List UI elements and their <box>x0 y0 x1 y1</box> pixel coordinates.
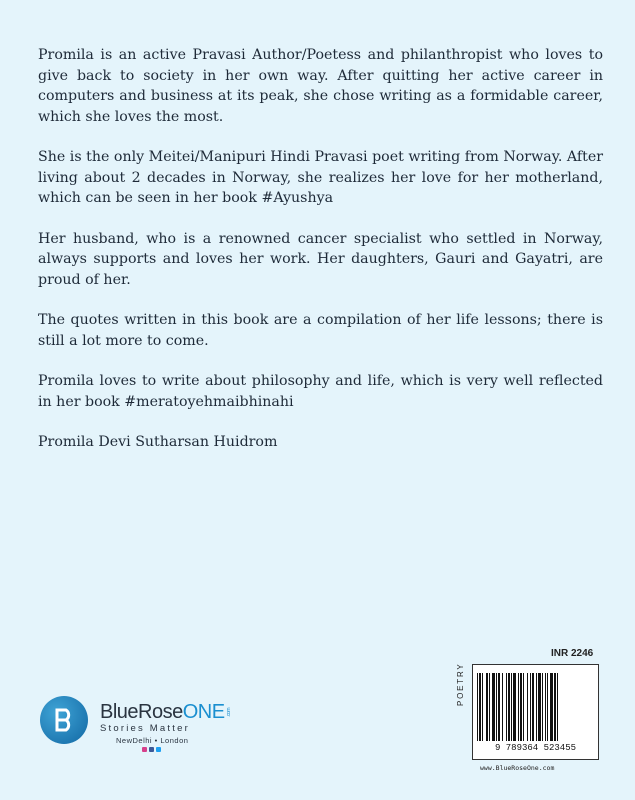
barcode-bar <box>496 673 497 741</box>
bio-paragraph: Promila is an active Pravasi Author/Poetess and philanthropist who loves to give back to society in her own way. After quitting her active career in computers and business at its peak, she chose writing as a formidable career, which she loves the most. <box>38 47 603 125</box>
barcode-bar <box>550 673 553 741</box>
isbn-digits: 9 789364 523455 <box>494 743 576 753</box>
instagram-icon <box>142 747 147 752</box>
barcode-bar <box>547 673 548 741</box>
barcode-bar <box>532 673 534 741</box>
barcode-bar <box>502 673 503 741</box>
publisher-name-part2: ONE <box>182 701 225 723</box>
barcode-bar <box>479 673 481 741</box>
barcode-bar <box>530 673 531 741</box>
bio-paragraph: She is the only Meitei/Manipuri Hindi Pravasi poet writing from Norway. After living about 2 decades in Norway, she realizes her love for her motherland, which can be seen in her book #Ayushya <box>38 149 603 206</box>
publisher-website: www.BlueRoseOne.com <box>480 764 555 772</box>
barcode-bar <box>513 673 516 741</box>
barcode-bar <box>508 673 510 741</box>
isbn-barcode <box>472 664 599 760</box>
publisher-logo-block <box>40 696 260 768</box>
barcode-bar <box>538 673 541 741</box>
publisher-brand <box>100 701 232 734</box>
category-label: POETRY <box>456 662 465 706</box>
barcode-bar <box>520 673 522 741</box>
social-icons <box>142 747 161 752</box>
barcode-bar <box>489 673 490 741</box>
barcode-bar <box>511 673 512 741</box>
barcode-bar <box>554 673 556 741</box>
barcode-bar <box>477 673 478 741</box>
barcode-bar <box>536 673 537 741</box>
publisher-cities: NewDelhi • London <box>116 736 189 745</box>
barcode-bar <box>557 673 558 741</box>
back-cover-text <box>38 45 603 453</box>
barcode-bar <box>523 673 524 741</box>
barcode-bar <box>542 673 543 741</box>
bio-paragraph: Promila loves to write about philosophy and life, which is very well reflected in her book #meratoyehmaibhinahi <box>38 373 603 410</box>
publisher-domain-suffix: .com <box>225 708 232 718</box>
barcode-bar <box>498 673 500 741</box>
publisher-name <box>100 701 232 724</box>
twitter-icon <box>156 747 161 752</box>
price-label: INR 2246 <box>551 648 594 659</box>
author-name: Promila Devi Sutharsan Huidrom <box>38 434 278 450</box>
bio-paragraph: The quotes written in this book are a compilation of her life lessons; there is still a lot more to come. <box>38 312 603 349</box>
facebook-icon <box>149 747 154 752</box>
barcode-bar <box>518 673 519 741</box>
barcode-bar <box>527 673 528 741</box>
barcode-bars <box>477 673 594 741</box>
barcode-bar <box>545 673 546 741</box>
bluerose-b-logo-icon <box>40 696 88 744</box>
barcode-bar <box>486 673 488 741</box>
barcode-bar <box>506 673 507 741</box>
bio-paragraph: Her husband, who is a renowned cancer specialist who settled in Norway, always supports and loves her work. Her daughters, Gauri and Gayatri, are proud of her. <box>38 230 603 288</box>
barcode-bar <box>482 673 483 741</box>
publisher-tagline: Stories Matter <box>100 723 190 734</box>
barcode-bar <box>492 673 495 741</box>
publisher-name-part1: BlueRose <box>100 701 183 723</box>
